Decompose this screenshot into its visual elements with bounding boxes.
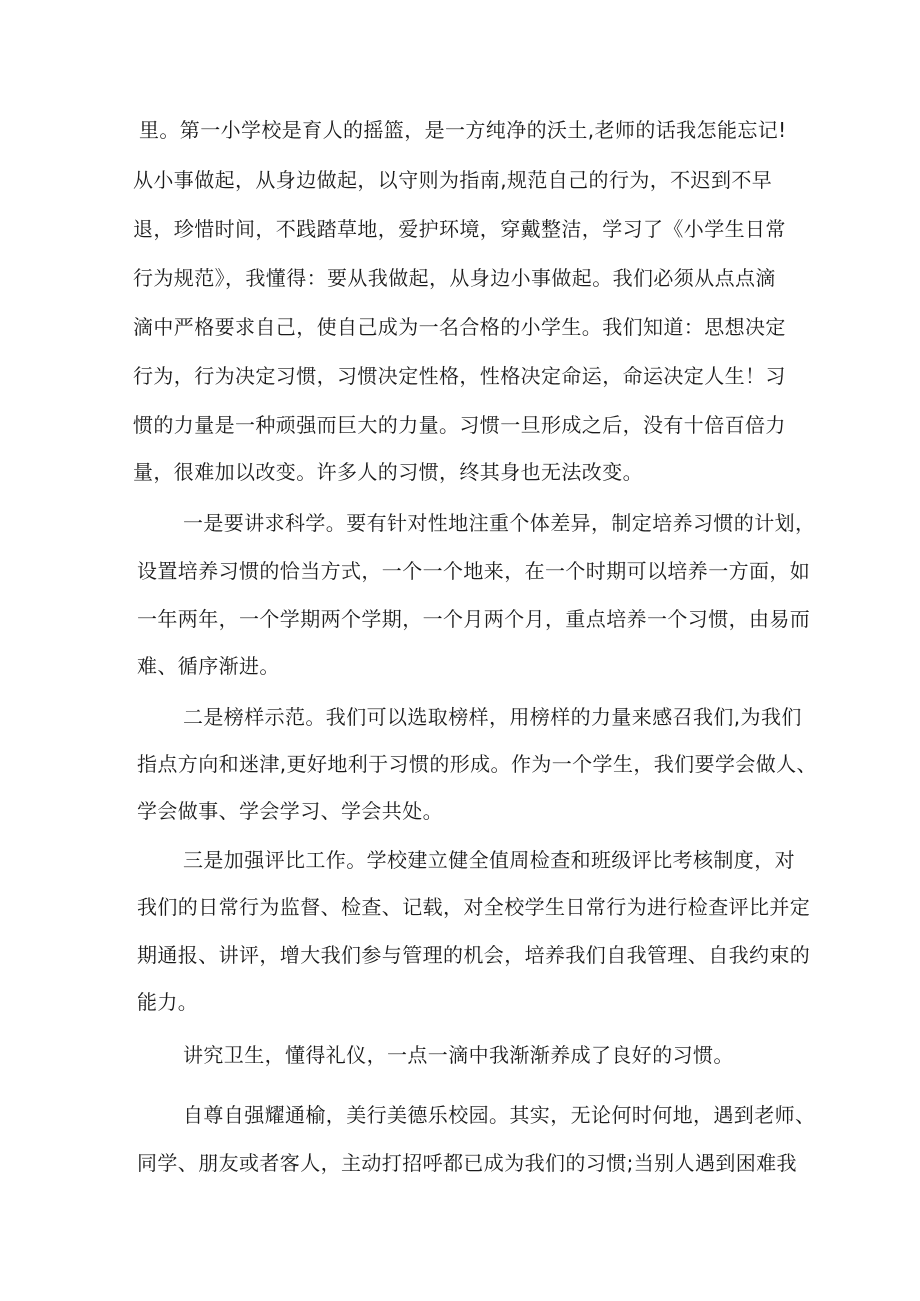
point-three-line-3: 期通报、讲评，增大我们参与管理的机会，培养我们自我管理、自我约束的 bbox=[137, 943, 811, 967]
intro-line-2: 从小事做起，从身边做起，以守则为指南,规范自己的行为，不迟到不早 bbox=[133, 168, 773, 192]
point-three-line-2: 我们的日常行为监督、检查、记载，对全校学生日常行为进行检查评比并定 bbox=[137, 895, 811, 919]
courtesy-line-2: 同学、朋友或者客人，主动打招呼都已成为我们的习惯;当别人遇到困难我 bbox=[137, 1151, 797, 1175]
intro-line-7: 惯的力量是一种顽强而巨大的力量。习惯一旦形成之后，没有十倍百倍力 bbox=[133, 413, 786, 437]
point-one-line-4: 难、循序渐进。 bbox=[137, 654, 280, 678]
courtesy-line-1: 自尊自强耀通榆，美行美德乐校园。其实，无论何时何地，遇到老师、 bbox=[183, 1103, 816, 1127]
point-one-line-1: 一是要讲求科学。要有针对性地注重个体差异，制定培养习惯的计划， bbox=[183, 511, 816, 535]
point-two-line-2: 指点方向和迷津,更好地利于习惯的形成。作为一个学生，我们要学会做人、 bbox=[137, 752, 817, 776]
point-two-line-1: 二是榜样示范。我们可以选取榜样，用榜样的力量来感召我们,为我们 bbox=[183, 705, 802, 729]
intro-line-1: 里。第一小学校是育人的摇篮，是一方纯净的沃土,老师的话我怎能忘记! bbox=[139, 118, 787, 142]
point-two-line-3: 学会做事、学会学习、学会共处。 bbox=[137, 799, 443, 823]
intro-line-4: 行为规范》，我懂得：要从我做起，从身边小事做起。我们必须从点点滴 bbox=[133, 266, 776, 290]
point-three-line-4: 能力。 bbox=[137, 990, 199, 1014]
point-three-line-1: 三是加强评比工作。学校建立健全值周检查和班级评比考核制度，对 bbox=[183, 848, 795, 872]
point-one-line-2: 设置培养习惯的恰当方式，一个一个地来，在一个时期可以培养一方面，如 bbox=[137, 559, 811, 583]
hygiene-line-1: 讲究卫生，懂得礼仪，一点一滴中我渐渐养成了良好的习惯。 bbox=[183, 1043, 734, 1067]
intro-line-5: 滴中严格要求自己，使自己成为一名合格的小学生。我们知道：思想决定 bbox=[133, 315, 786, 339]
intro-line-8: 量，很难加以改变。许多人的习惯，终其身也无法改变。 bbox=[133, 460, 643, 484]
intro-line-3: 退，珍惜时间，不践踏草地，爱护环境，穿戴整洁，学习了《小学生日常 bbox=[133, 217, 786, 241]
intro-line-6: 行为，行为决定习惯，习惯决定性格，性格决定命运，命运决定人生！习 bbox=[133, 364, 786, 388]
point-one-line-3: 一年两年，一个学期两个学期，一个月两个月，重点培养一个习惯，由易而 bbox=[137, 607, 811, 631]
